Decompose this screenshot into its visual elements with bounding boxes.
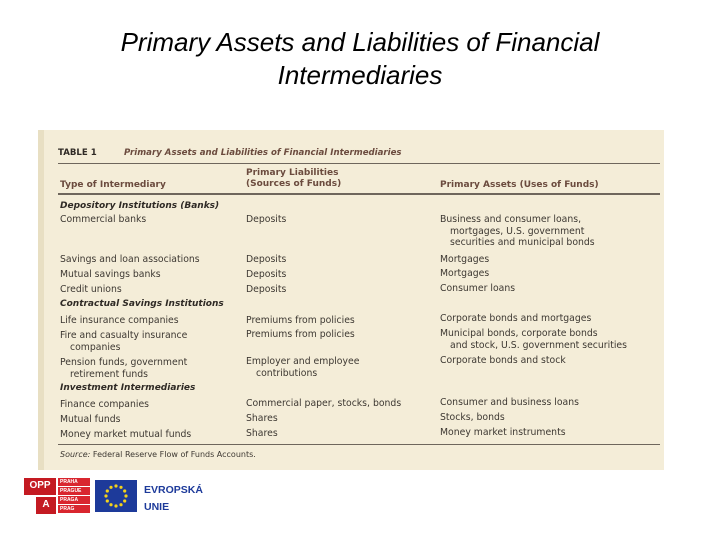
cell-liabilities: Shares: [246, 413, 278, 424]
cell-assets-line: mortgages, U.S. government: [450, 225, 585, 237]
cell-type: [60, 357, 187, 380]
cell-liabilities-line: contributions: [256, 367, 318, 379]
opp-logo-bottom: A: [36, 497, 56, 514]
col-header-liabilities: [246, 168, 341, 190]
cell-assets: Mortgages: [440, 268, 490, 279]
cell-liabilities: Deposits: [246, 269, 287, 280]
opp-city-label: PRAHA: [58, 478, 90, 486]
cell-type-line: companies: [70, 341, 121, 353]
cell-liabilities: Premiums from policies: [246, 315, 355, 326]
cell-assets-line: Business and consumer loans,: [440, 214, 582, 225]
opp-logo: [24, 478, 90, 514]
source-text: Federal Reserve Flow of Funds Accounts.: [92, 450, 256, 459]
col-header-liabilities-line2: (Sources of Funds): [246, 179, 342, 189]
cell-type: Savings and loan associations: [60, 254, 200, 265]
table-label: TABLE 1: [58, 148, 97, 158]
cell-assets-line: Municipal bonds, corporate bonds: [440, 328, 598, 339]
cell-type-line: retirement funds: [70, 368, 148, 380]
cell-liabilities: [246, 356, 359, 379]
opp-city-label: PRAGA: [58, 496, 90, 504]
eu-flag-icon: [95, 480, 137, 512]
cell-type-line: Pension funds, government: [60, 357, 188, 368]
eu-label-line2: UNIE: [144, 501, 170, 513]
cell-type: Commercial banks: [60, 214, 147, 225]
section-investment: Investment Intermediaries: [60, 383, 196, 393]
cell-type: Finance companies: [60, 399, 150, 410]
cell-liabilities: Deposits: [246, 254, 287, 265]
cell-type: [60, 330, 187, 353]
opp-logo-city-grid: [58, 478, 90, 514]
divider: [58, 193, 660, 195]
cell-assets: Stocks, bonds: [440, 412, 505, 423]
opp-logo-top: OPP: [24, 478, 56, 495]
source-label: Source:: [60, 450, 91, 459]
cell-assets-line: securities and municipal bonds: [450, 237, 595, 248]
cell-liabilities: Deposits: [246, 284, 287, 295]
table-source: [60, 450, 256, 459]
cell-assets: [440, 328, 627, 351]
eu-stars-icon: [95, 480, 137, 512]
cell-type: Money market mutual funds: [60, 429, 192, 440]
cell-type-line: Fire and casualty insurance: [60, 330, 188, 341]
col-header-type: Type of Intermediary: [60, 180, 166, 190]
divider: [58, 444, 660, 445]
cell-liabilities: Shares: [246, 428, 278, 439]
cell-assets: Corporate bonds and stock: [440, 355, 566, 366]
cell-liabilities: Deposits: [246, 214, 287, 225]
cell-assets: Corporate bonds and mortgages: [440, 313, 592, 324]
cell-type: Mutual savings banks: [60, 269, 161, 280]
section-contractual: Contractual Savings Institutions: [60, 299, 224, 309]
table-caption: Primary Assets and Liabilities of Financial Intermediaries: [124, 148, 402, 158]
cell-liabilities: Premiums from policies: [246, 329, 355, 340]
cell-assets: Consumer loans: [440, 283, 516, 294]
eu-label: [144, 482, 203, 516]
eu-label-line1: EVROPSKÁ: [144, 484, 203, 496]
cell-type: Mutual funds: [60, 414, 121, 425]
col-header-assets: Primary Assets (Uses of Funds): [440, 180, 599, 190]
cell-assets: Mortgages: [440, 254, 490, 265]
cell-assets: [440, 214, 595, 249]
section-depository: Depository Institutions (Banks): [60, 201, 220, 211]
table-image: [38, 130, 664, 470]
cell-liabilities-line: Employer and employee: [246, 356, 360, 367]
cell-type: Life insurance companies: [60, 315, 179, 326]
cell-type: Credit unions: [60, 284, 122, 295]
cell-assets-line: and stock, U.S. government securities: [450, 339, 627, 351]
cell-liabilities: Commercial paper, stocks, bonds: [246, 398, 402, 409]
opp-city-label: PRAG: [58, 505, 90, 513]
divider: [58, 163, 660, 164]
cell-assets: Money market instruments: [440, 427, 566, 438]
cell-assets: Consumer and business loans: [440, 397, 579, 408]
col-header-liabilities-line1: Primary Liabilities: [246, 168, 339, 178]
slide-title: Primary Assets and Liabilities of Financial Intermediaries: [120, 27, 600, 90]
opp-city-label: PRAGUE: [58, 487, 90, 495]
